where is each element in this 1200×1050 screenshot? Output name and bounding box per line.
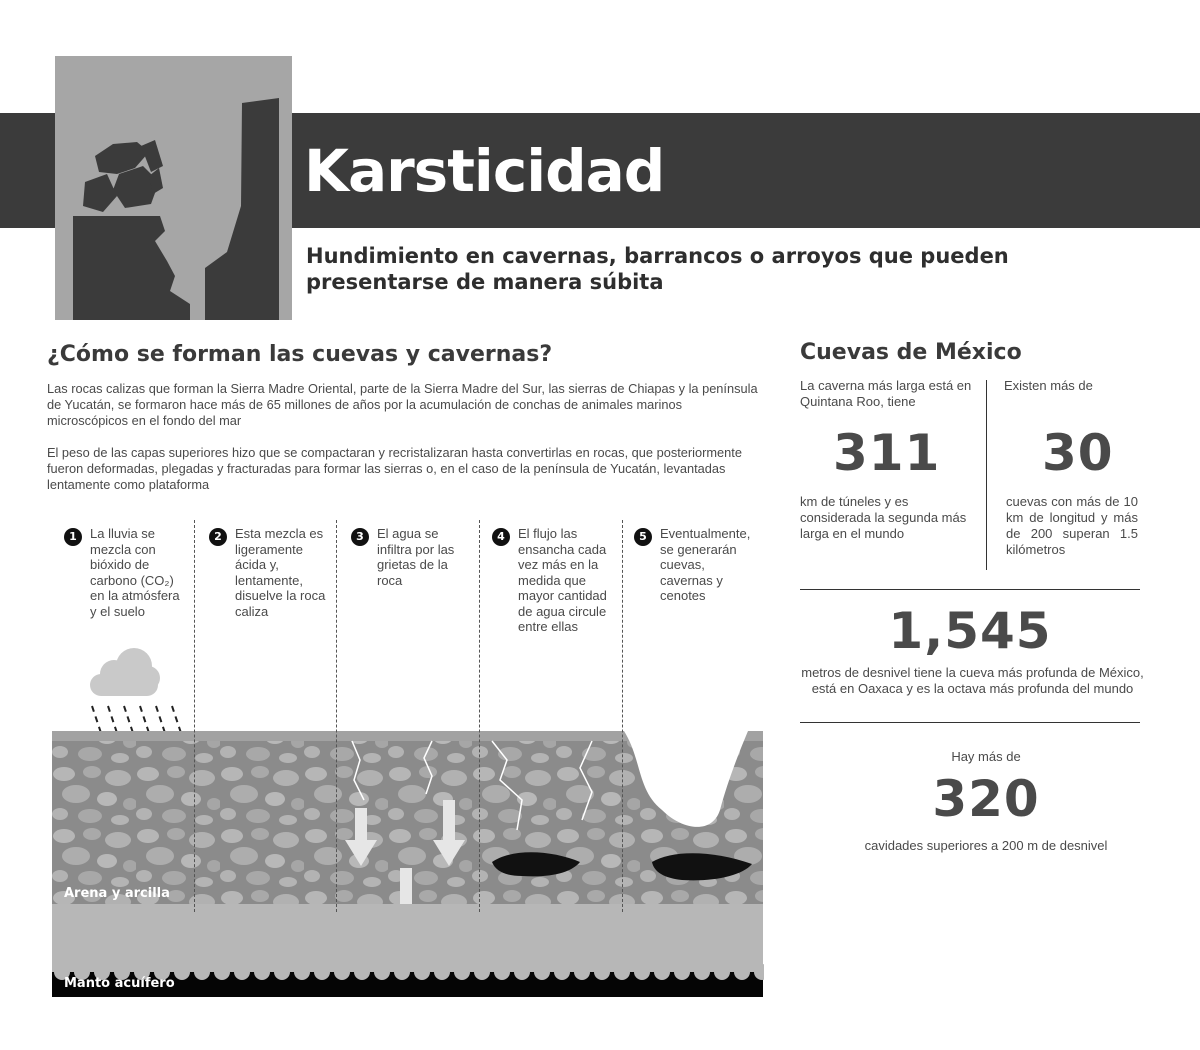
formation-paragraph-2: El peso de las capas superiores hizo que se compactaran y recristalizaran hasta convertirlas en rocas, que posteriormente fueron deformadas, plegadas y fracturadas para formar las sierras o, en el caso de la península de Yucatán, levantadas lentamente como plataforma <box>47 445 742 492</box>
cavities-post: cavidades superiores a 200 m de desnivel <box>864 838 1108 853</box>
deepest-cave-value: 1,545 <box>888 602 1052 660</box>
step-text: El flujo las ensancha cada vez más en la medida que mayor cantidad de agua circule entre ellas <box>518 526 607 634</box>
column-divider <box>622 520 623 912</box>
longest-cave-pre: La caverna más larga está en Quintana Roo, tiene <box>800 378 972 409</box>
aquifer-label: Manto acuífero <box>64 976 175 991</box>
cave-count-post: cuevas con más de 10 km de longitud y más de 200 superan 1.5 kilómetros <box>1006 494 1138 557</box>
karst-cross-section-diagram <box>52 640 764 1000</box>
step-text: El agua se infiltra por las grietas de la roca <box>377 526 455 588</box>
step-text: Esta mezcla es ligeramente ácida y, lentamente, disuelve la roca caliza <box>235 526 326 619</box>
longest-cave-post: km de túneles y es considerada la segunda más larga en el mundo <box>800 494 967 541</box>
step-number: 4 <box>492 528 510 546</box>
section-rule <box>800 722 1140 723</box>
cavities-value: 320 <box>932 770 1040 828</box>
column-divider <box>479 520 480 912</box>
deepest-cave-post: metros de desnivel tiene la cueva más profunda de México, está en Oaxaca y es la octava más profunda del mundo <box>801 665 1144 696</box>
cave-count-pre: Existen más de <box>1004 378 1093 393</box>
step-text: La lluvia se mezcla con bióxido de carbono (CO₂) en la atmósfera y el suelo <box>90 526 180 619</box>
cave-count-value: 30 <box>1042 424 1114 482</box>
mexico-heading: Cuevas de México <box>800 340 1022 365</box>
longest-cave-value: 311 <box>833 424 941 482</box>
column-divider <box>194 520 195 912</box>
page-subtitle: Hundimiento en cavernas, barrancos o arroyos que pueden presentarse de manera súbita <box>306 244 1009 294</box>
step-text: Eventualmente, se generarán cuevas, cavernas y cenotes <box>660 526 751 603</box>
formation-paragraph-1: Las rocas calizas que forman la Sierra Madre Oriental, parte de la Sierra Madre del Sur, las sierras de Chiapas y la península de Yucatán, se formaron hace más de 65 millones de años por la acumulación de conchas de animales marinos microscópicos en el fondo del mar <box>47 381 758 428</box>
step-number: 2 <box>209 528 227 546</box>
stat-divider <box>986 380 987 570</box>
formation-heading: ¿Cómo se forman las cuevas y cavernas? <box>47 342 553 367</box>
step-number: 1 <box>64 528 82 546</box>
collapsing-rock-icon <box>55 56 292 320</box>
cavities-pre: Hay más de <box>951 749 1021 764</box>
rain-cloud-icon <box>90 648 160 696</box>
step-number: 3 <box>351 528 369 546</box>
page-title: Karsticidad <box>304 137 665 205</box>
karst-icon-box <box>55 56 292 320</box>
section-rule <box>800 589 1140 590</box>
column-divider <box>336 520 337 912</box>
sand-clay-label: Arena y arcilla <box>64 886 170 901</box>
step-number: 5 <box>634 528 652 546</box>
